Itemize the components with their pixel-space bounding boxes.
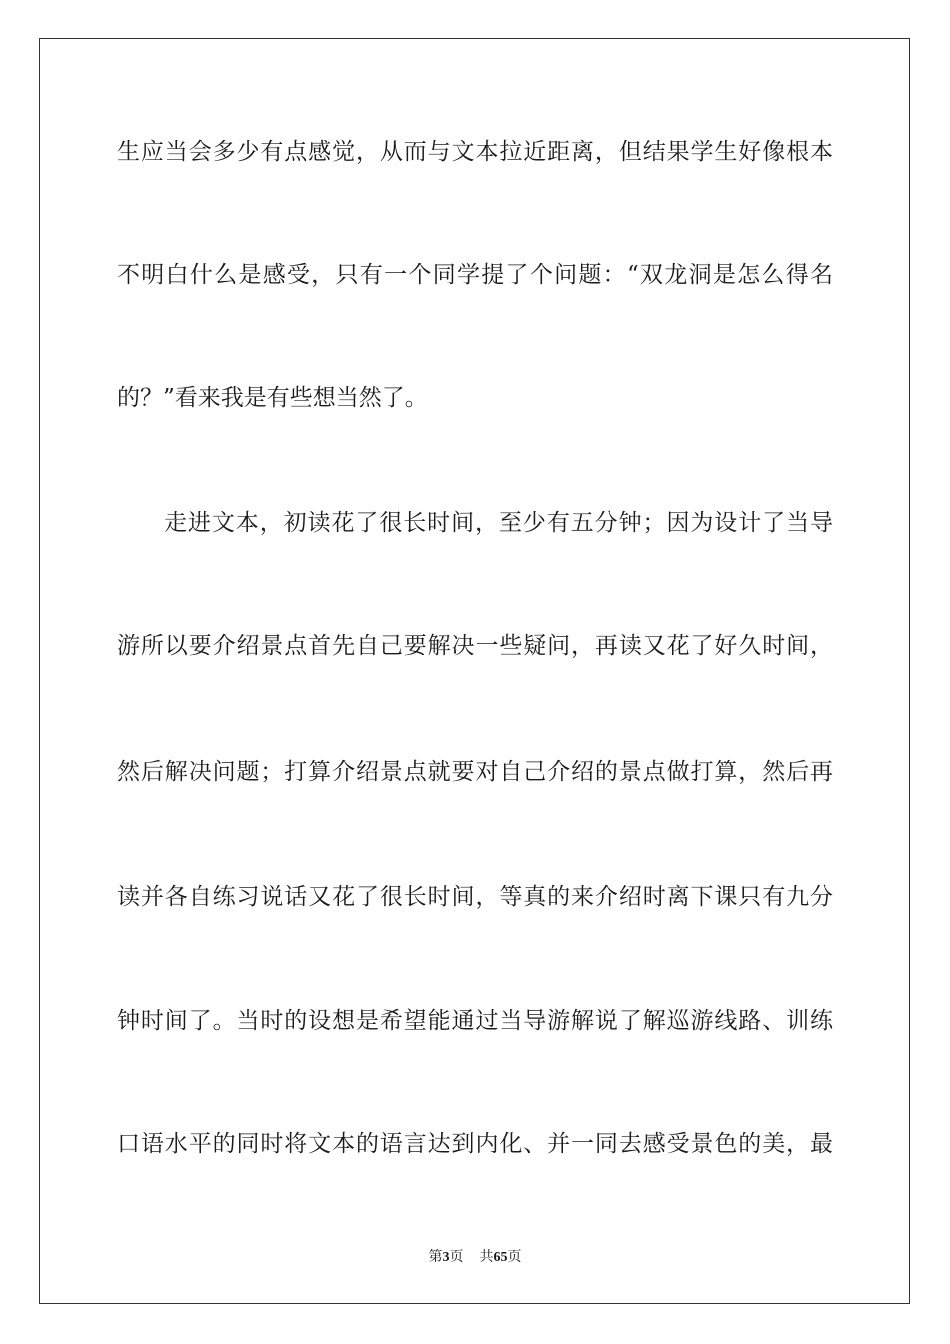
body-text-line-7: 读并各自练习说话又花了很长时间，等真的来介绍时离下课只有九分 (117, 884, 833, 910)
body-text-line-4: 走进文本，初读花了很长时间，至少有五分钟；因为设计了当导 (164, 510, 833, 536)
body-text-line-1: 生应当会多少有点感觉，从而与文本拉近距离，但结果学生好像根本 (117, 139, 833, 165)
page-footer (0, 1248, 950, 1267)
body-text-line-3: 的？”看来我是有些想当然了。 (117, 385, 428, 411)
page-label-suffix: 页 (449, 1249, 464, 1265)
page-label-prefix: 第 (428, 1249, 443, 1265)
total-pages: 65 (493, 1250, 508, 1265)
page-number: 3 (442, 1250, 450, 1265)
total-label-prefix: 共 (479, 1249, 494, 1265)
body-text-line-2: 不明白什么是感受，只有一个同学提了个问题：“双龙洞是怎么得名 (117, 262, 833, 288)
body-text-line-6: 然后解决问题；打算介绍景点就要对自己介绍的景点做打算，然后再 (117, 759, 833, 785)
body-text-line-5: 游所以要介绍景点首先自己要解决一些疑问，再读又花了好久时间， (117, 633, 833, 659)
body-text-line-9: 口语水平的同时将文本的语言达到内化、并一同去感受景色的美，最 (117, 1131, 833, 1157)
page-border (39, 38, 910, 1304)
total-label-suffix: 页 (507, 1249, 522, 1265)
body-text-line-8: 钟时间了。当时的设想是希望能通过当导游解说了解巡游线路、训练 (117, 1008, 833, 1034)
